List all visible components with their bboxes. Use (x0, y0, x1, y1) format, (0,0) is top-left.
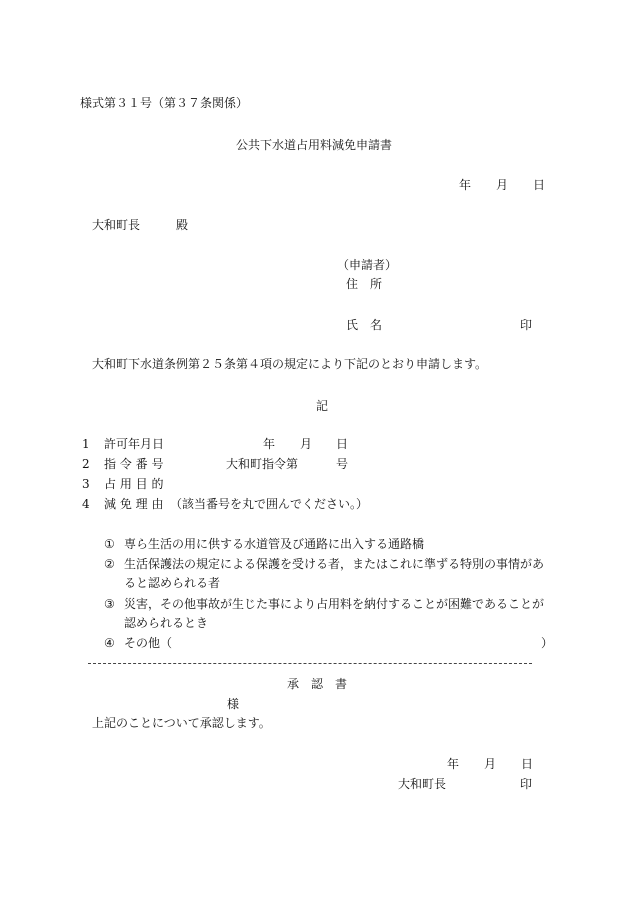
date-year: 年 (459, 178, 472, 192)
item-number: 1 (82, 437, 90, 451)
item-label: 占 用 目 的 (104, 477, 164, 491)
approval-issuer: 大和町長 (398, 777, 447, 791)
reason-mark: ② (104, 557, 115, 571)
date-day: 日 (533, 178, 546, 192)
approval-month: 月 (484, 757, 497, 771)
statement: 大和町下水道条例第２５条第４項の規定により下記のとおり申請します。 (92, 357, 488, 371)
item-label: 許可年月日 (104, 437, 165, 451)
document-title: 公共下水道占用料減免申請書 (236, 138, 393, 152)
reason-text-cont: ると認められる者 (124, 576, 221, 590)
approval-year: 年 (447, 757, 460, 771)
reason-mark: ③ (104, 597, 115, 611)
ki-heading: 記 (316, 399, 329, 413)
addressee-honorific: 殿 (176, 218, 189, 232)
applicant-name-label: 氏 名 (346, 318, 383, 332)
permit-day: 日 (336, 437, 349, 451)
permit-year: 年 (263, 437, 276, 451)
item-number: 4 (82, 497, 90, 511)
approval-seal: 印 (520, 777, 533, 791)
reason-text-cont: 認められるとき (124, 616, 209, 630)
date-month: 月 (496, 178, 509, 192)
item-note: （該当番号を丸で囲んでください。） (170, 497, 369, 511)
order-number-suffix: 号 (336, 457, 349, 471)
applicant-seal: 印 (520, 318, 533, 332)
reason-close: ） (541, 636, 554, 650)
applicant-heading: （申請者） (337, 258, 398, 272)
reason-mark: ④ (104, 636, 115, 650)
reason-mark: ① (104, 537, 115, 551)
approval-day: 日 (521, 757, 534, 771)
approval-recipient-suffix: 様 (227, 697, 240, 711)
cut-line-divider (88, 663, 532, 664)
item-number: 3 (82, 477, 90, 491)
item-label: 指 令 番 号 (104, 457, 164, 471)
item-label: 減 免 理 由 (104, 497, 164, 511)
applicant-address-label: 住 所 (346, 277, 383, 291)
reason-text: 災害，その他事故が生じた事により占用料を納付することが困難であることが (124, 597, 545, 611)
item-number: 2 (82, 457, 90, 471)
reason-text: その他（ (124, 636, 173, 650)
order-number-prefix: 大和町指令第 (226, 457, 299, 471)
form-number: 様式第３１号（第３７条関係） (80, 96, 249, 110)
permit-month: 月 (300, 437, 313, 451)
reason-text: 専ら生活の用に供する水道管及び通路に出入する通路橋 (124, 537, 425, 551)
addressee-name: 大和町長 (92, 218, 141, 232)
approval-title: 承 認 書 (287, 677, 348, 691)
approval-text: 上記のことについて承認します。 (92, 716, 271, 730)
reason-text: 生活保護法の規定による保護を受ける者，またはこれに準ずる特別の事情があ (124, 557, 545, 571)
